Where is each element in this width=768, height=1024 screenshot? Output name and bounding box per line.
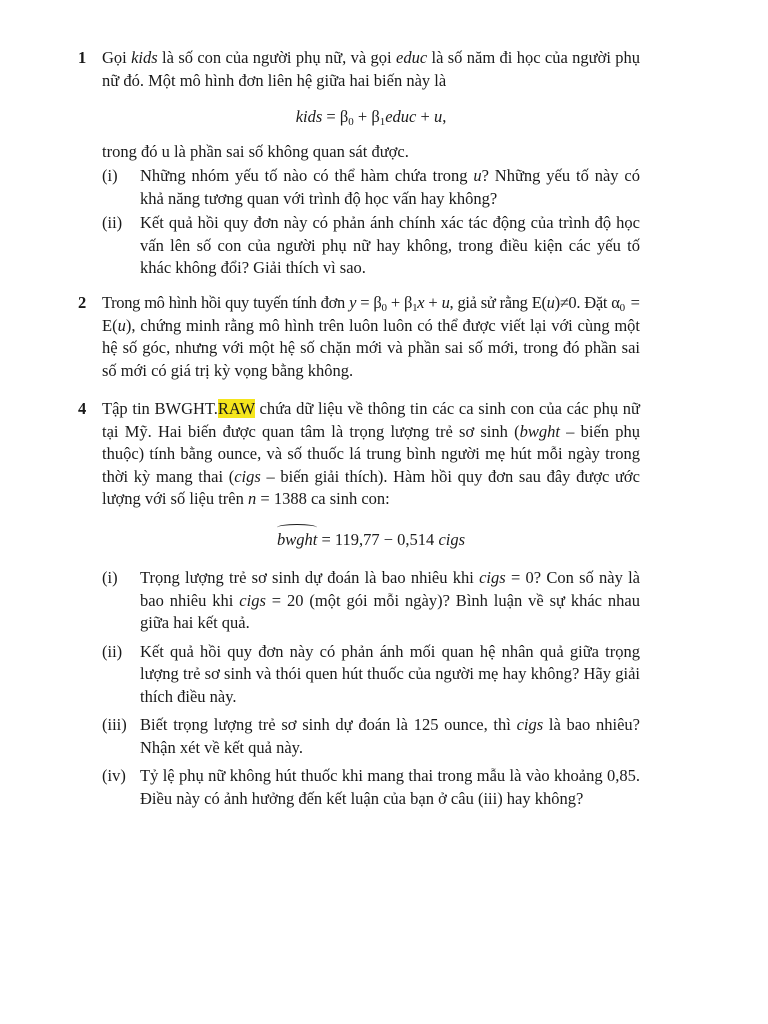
hat-accent: bwght	[277, 529, 317, 552]
list-item	[102, 567, 640, 635]
problem-number: 4	[78, 399, 87, 418]
regression-equation: bwght = 119,77 − 0,514 cigs	[102, 529, 640, 552]
item-text: Trọng lượng trẻ sơ sinh dự đoán là bao nhiêu khi cigs = 0? Con số này là bao nhiêu khi cigs = 20 (một gói mỗi ngày)? Bình luận về sự khác nhau giữa hai kết quả.	[140, 568, 640, 632]
list-item	[102, 641, 640, 709]
item-text: Kết quả hồi quy đơn này có phản ánh chính xác tác động của trình độ học vấn lên số con của người phụ nữ hay không, trong điều kiện các yếu tố khác không đổi? Giải thích vì sao.	[140, 213, 640, 277]
item-label: (i)	[102, 568, 118, 587]
problem-1	[78, 47, 640, 280]
problem-4	[78, 398, 640, 810]
list-item	[102, 212, 640, 280]
problem-body	[102, 292, 640, 382]
item-label: (iv)	[102, 766, 126, 785]
problem-body	[102, 47, 640, 280]
item-label: (i)	[102, 166, 118, 185]
problem-number: 2	[78, 293, 87, 312]
item-label: (ii)	[102, 641, 123, 661]
item-text: Biết trọng lượng trẻ sơ sinh dự đoán là 125 ounce, thì cigs là bao nhiêu? Nhận xét về kết quả này.	[140, 715, 641, 757]
equation-note: trong đó u là phần sai số không quan sát được.	[102, 141, 409, 161]
list-item	[102, 165, 640, 210]
problem-body	[102, 398, 640, 810]
problem-2	[78, 292, 640, 382]
item-text: Kết quả hồi quy đơn này có phản ánh mối quan hệ nhân quả giữa trọng lượng trẻ sơ sinh và thói quen hút thuốc của người mẹ hay không? Hãy giải thích điều này.	[140, 641, 640, 706]
list-item	[102, 714, 640, 759]
highlighted-text: RAW	[217, 399, 255, 418]
item-text: Tỷ lệ phụ nữ không hút thuốc khi mang thai trong mẫu là vào khoảng 0,85. Điều này có ảnh hưởng đến kết luận của bạn ở câu (iii) hay không?	[140, 766, 640, 808]
item-label: (iii)	[102, 715, 127, 734]
problem-text: Trong mô hình hồi quy tuyến tính đơn $y = \beta_0 + \beta_1x + u$, giả sử rằng E(u)≠0. Đặt $\alpha_0 = E(u)$, chứng minh rằng mô hình trên luôn luôn có thể được viết lại với cùng một hệ số góc, nhưng với một hệ số chặn mới và phần sai số mới, trong đó phần sai số mới có giá trị kỳ vọng bằng không.	[102, 293, 640, 380]
item-label: (ii)	[102, 213, 123, 232]
problem-intro: Gọi kids là số con của người phụ nữ, và gọi educ là số năm đi học của người phụ nữ đó. Một mô hình đơn liên hệ giữa hai biến này là	[102, 48, 641, 90]
problem-number: 1	[78, 48, 87, 67]
item-text: Những nhóm yếu tố nào có thể hàm chứa trong u? Những yếu tố này có khả năng tương quan với trình độ học vấn hay không?	[140, 166, 640, 208]
list-item	[102, 765, 640, 810]
regression-equation: kids = $\beta_0$ + $\beta_1educ + u$,	[295, 107, 447, 128]
problem-intro: Tập tin BWGHT.RAW chứa dữ liệu về thông tin các ca sinh con của các phụ nữ tại Mỹ. Hai biến được quan tâm là trọng lượng trẻ sơ sinh (bwght – biến phụ thuộc) tính bằng ounce, và số thuốc lá trung bình người mẹ hút mỗi ngày trong thời kỳ mang thai (cigs – biến giải thích). Hàm hồi quy đơn sau đây được ước lượng với số liệu trên n = 1388 ca sinh con:	[102, 399, 640, 508]
